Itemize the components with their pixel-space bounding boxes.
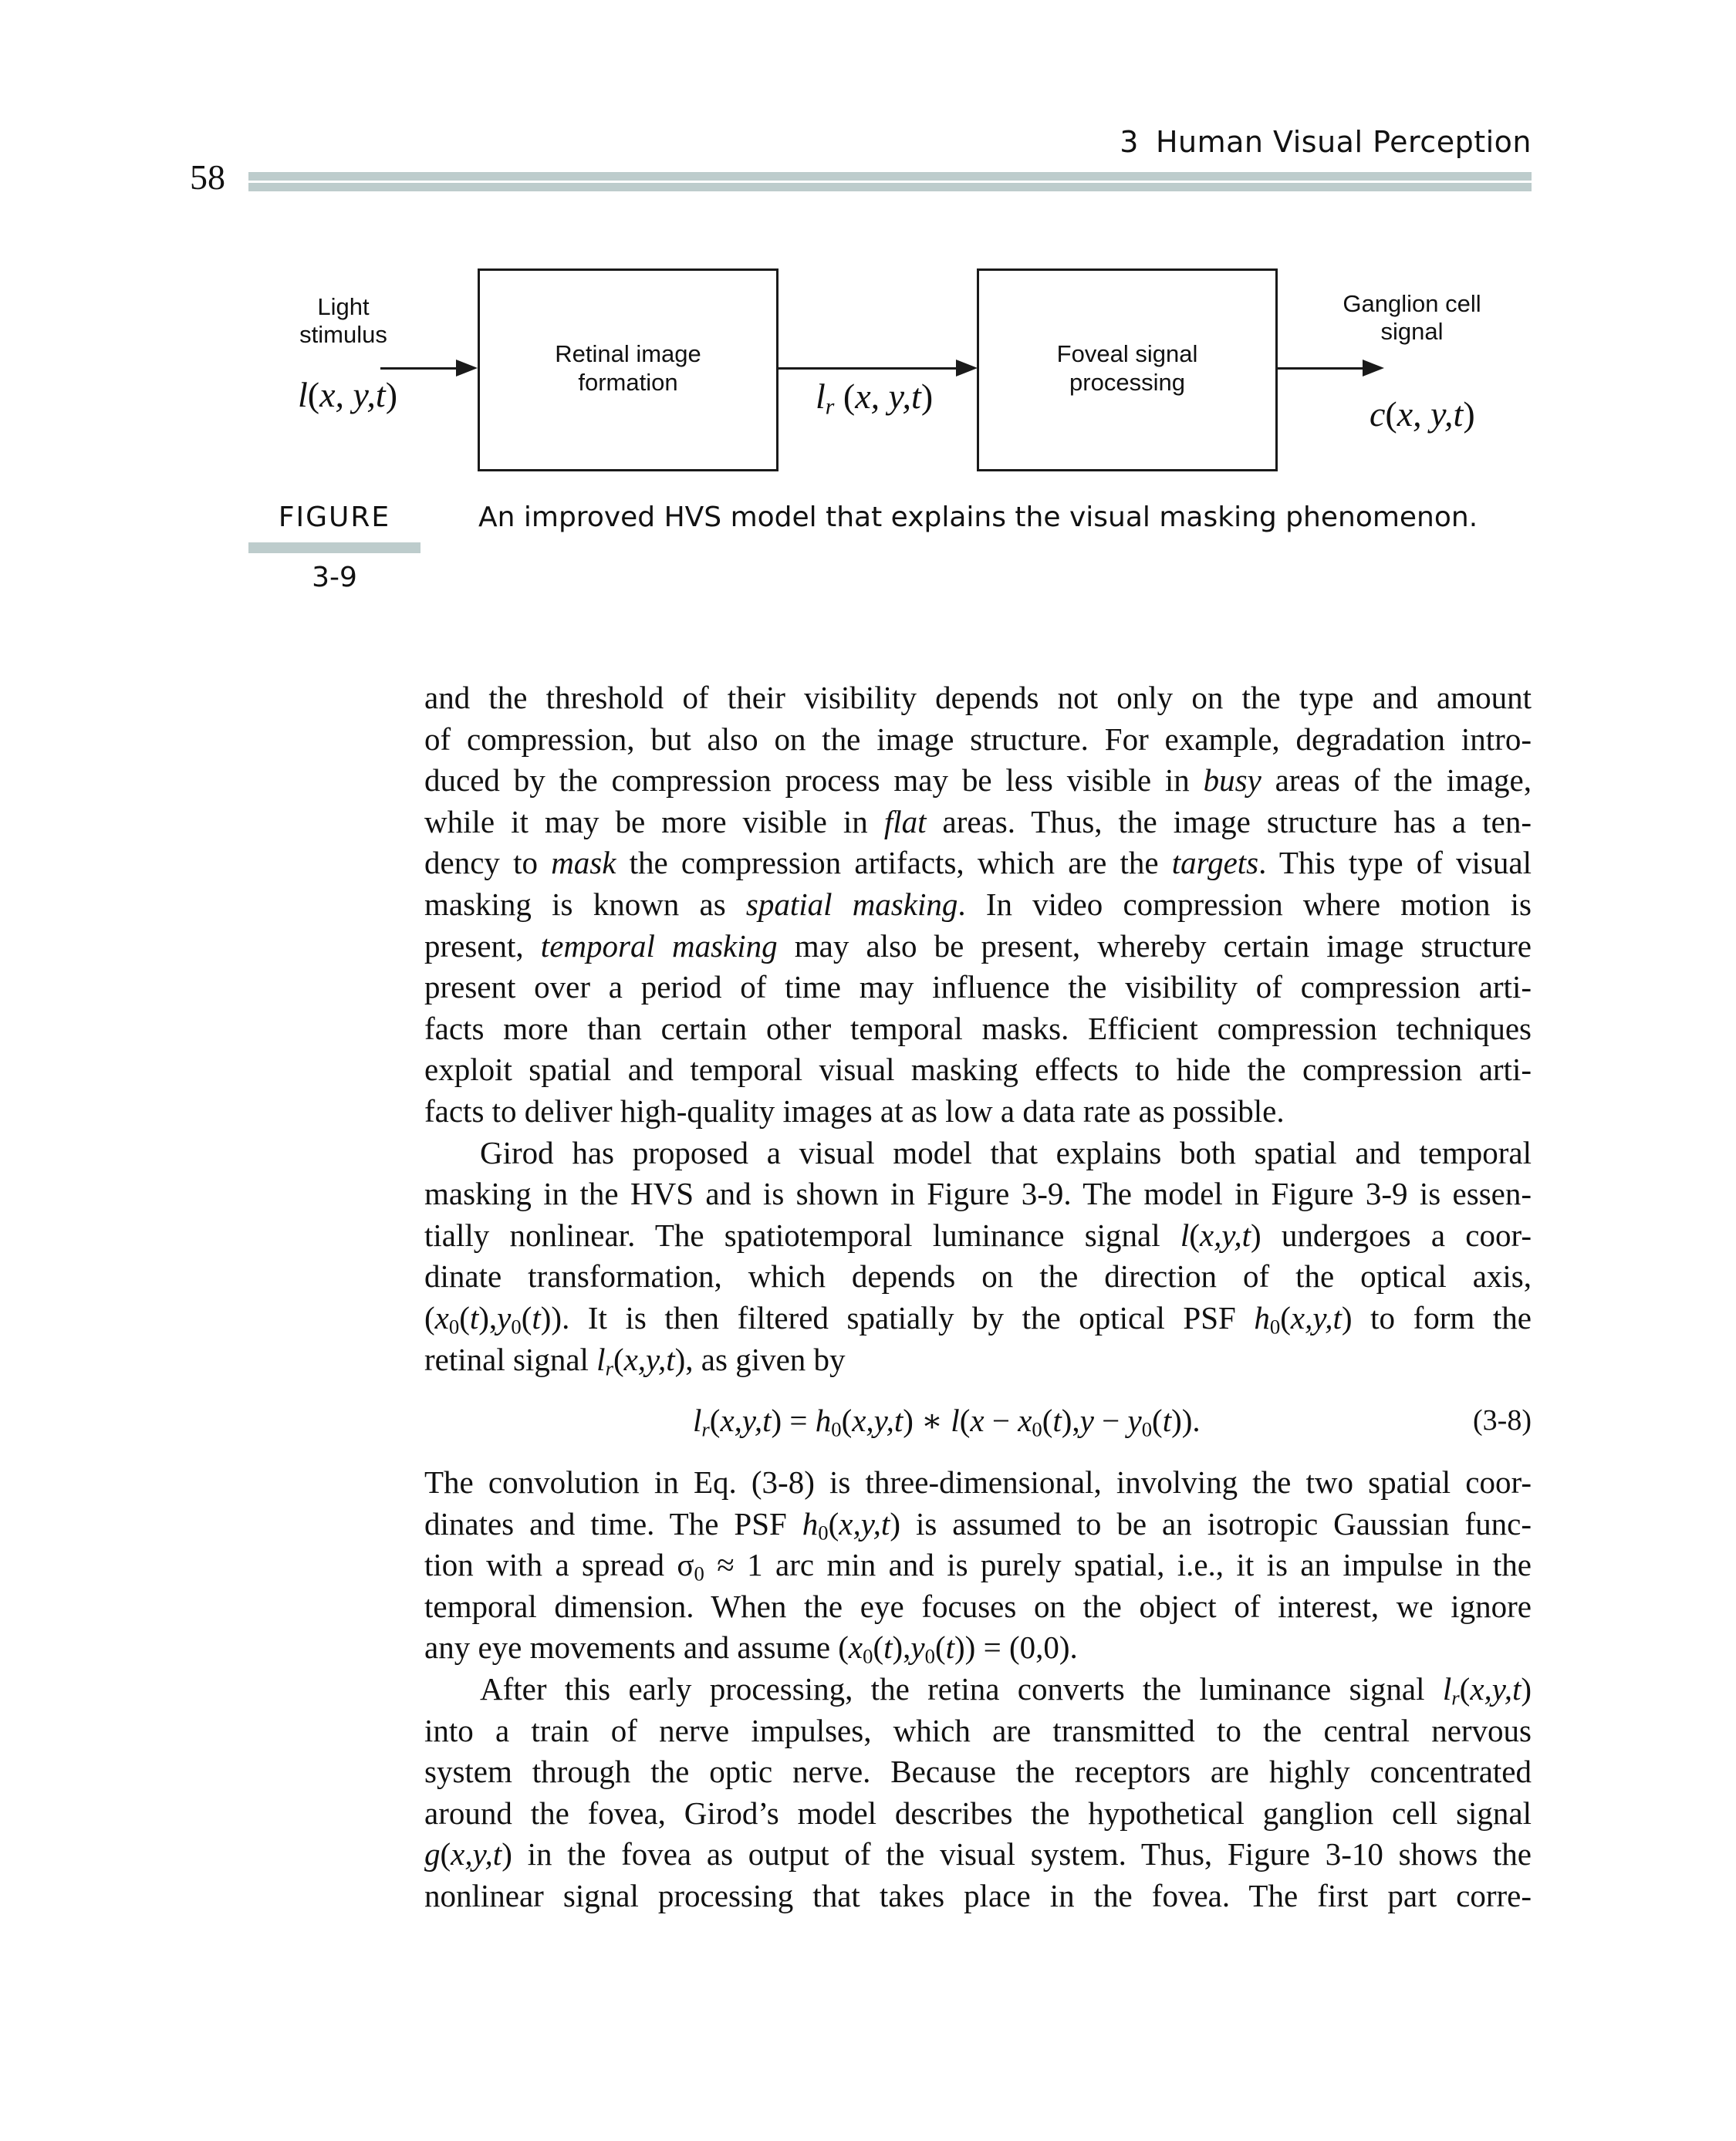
block2-line2: processing xyxy=(1069,369,1185,396)
text-line: g(x,y,t) in the fovea as output of the visual system. Thus, Figure 3-10 shows the xyxy=(424,1836,1532,1873)
text-line: temporal dimension. When the eye focuses on the object of interest, we ignore xyxy=(424,1588,1532,1624)
intermediate-signal-formula: $l_r$ (x, y,t) xyxy=(816,377,934,420)
text-line: Girod has proposed a visual model that explains both spatial and temporal xyxy=(480,1134,1532,1170)
text-line: present over a period of time may influence the visibility of compression arti- xyxy=(424,969,1532,1005)
equation-number: (3-8) xyxy=(1473,1404,1532,1437)
input-signal-formula: l(x, y,t) xyxy=(298,375,398,414)
header-rule-top xyxy=(248,172,1532,181)
foveal-signal-processing-label xyxy=(977,339,1278,397)
text-line: nonlinear signal processing that takes place in the fovea. The first part corre- xyxy=(424,1878,1532,1914)
paragraph-3 xyxy=(424,1462,1532,1669)
output-label-line1: Ganglion cell xyxy=(1343,290,1481,317)
arrow-right-icon xyxy=(1363,360,1384,377)
text-line: present, temporal masking may also be present, whereby certain image structure xyxy=(424,927,1532,964)
equation-body: $l_r(x,y,t) = h_0(x,y,t)$ ∗ $l(x - x_0(t),y - y_0(t))$. xyxy=(693,1403,1201,1441)
figure-caption: An improved HVS model that explains the visual masking phenomenon. xyxy=(478,501,1478,533)
paragraph-1 xyxy=(424,677,1532,1133)
body-text xyxy=(424,677,1532,1917)
output-label xyxy=(1323,290,1501,346)
figure-label-bar xyxy=(248,542,420,553)
output-signal-formula: c(x, y,t) xyxy=(1370,394,1475,434)
block2-line1: Foveal signal xyxy=(1056,340,1198,367)
text-line: masking is known as spatial masking. In video compression where motion is xyxy=(424,886,1532,922)
text-line: dency to mask the compression artifacts, which are the targets. This type of visual xyxy=(424,845,1532,881)
text-line: $(x_0(t),y_0(t))$. It is then filtered spatially by the optical PSF $h_0(x,y,t)$ to form the xyxy=(424,1299,1532,1339)
arrow-intermediate-line xyxy=(778,367,958,370)
output-label-line2: signal xyxy=(1380,318,1444,345)
chapter-title: Human Visual Perception xyxy=(1155,125,1532,159)
text-line: into a train of nerve impulses, which are transmitted to the central nervous xyxy=(424,1712,1532,1748)
paragraph-2 xyxy=(424,1133,1532,1381)
text-line: After this early processing, the retina converts the luminance signal $l_r(x,y,t)$ xyxy=(480,1671,1532,1710)
text-line: The convolution in Eq. (3-8) is three-dimensional, involving the two spatial coor- xyxy=(424,1464,1532,1501)
paragraph-4 xyxy=(424,1669,1532,1917)
text-line: around the fovea, Girod’s model describes the hypothetical ganglion cell signal xyxy=(424,1795,1532,1831)
arrow-right-icon xyxy=(956,360,978,377)
text-line: system through the optic nerve. Because the receptors are highly concentrated xyxy=(424,1754,1532,1790)
text-line: tially nonlinear. The spatiotemporal luminance signal l(x,y,t) undergoes a coor- xyxy=(424,1217,1532,1253)
arrow-input-line xyxy=(380,367,458,370)
chapter-number: 3 xyxy=(1120,125,1139,159)
text-line: tion with a spread $\sigma_0 \approx 1$ arc min and is purely spatial, i.e., it is an impulse in the xyxy=(424,1547,1532,1585)
page-number: 58 xyxy=(190,157,225,197)
input-label-line1: Light xyxy=(317,293,370,320)
text-line: of compression, but also on the image structure. For example, degradation intro- xyxy=(424,721,1532,757)
text-line: dinates and time. The PSF $h_0(x,y,t)$ is assumed to be an isotropic Gaussian func- xyxy=(424,1505,1532,1545)
retinal-image-formation-label xyxy=(478,339,778,397)
text-line: dinate transformation, which depends on the direction of the optical axis, xyxy=(424,1258,1532,1295)
equation-3-8 xyxy=(424,1391,1532,1451)
arrow-right-icon xyxy=(456,360,478,377)
text-line: duced by the compression process may be less visible in busy areas of the image, xyxy=(424,762,1532,799)
figure-label: FIGURE xyxy=(278,501,391,533)
block1-line1: Retinal image xyxy=(555,340,701,367)
header-rule-bottom xyxy=(248,183,1532,191)
figure-number: 3-9 xyxy=(312,562,357,593)
input-label xyxy=(285,293,401,349)
arrow-output-line xyxy=(1278,367,1364,370)
text-line: any eye movements and assume $(x_0(t),y_0(t)) = (0,0)$. xyxy=(424,1629,1078,1669)
text-line: and the threshold of their visibility depends not only on the type and amount xyxy=(424,680,1532,715)
text-line: while it may be more visible in flat areas. Thus, the image structure has a ten- xyxy=(424,803,1532,839)
text-line: facts more than certain other temporal masks. Efficient compression techniques xyxy=(424,1010,1532,1046)
running-head xyxy=(1120,125,1532,159)
block1-line2: formation xyxy=(578,369,678,396)
text-line: exploit spatial and temporal visual masking effects to hide the compression arti- xyxy=(424,1052,1532,1088)
text-line: retinal signal $l_r(x,y,t)$, as given by xyxy=(424,1341,846,1380)
text-line: masking in the HVS and is shown in Figure 3-9. The model in Figure 3-9 is essen- xyxy=(424,1176,1532,1212)
input-label-line2: stimulus xyxy=(299,321,387,348)
text-line: facts to deliver high-quality images at as low a data rate as possible. xyxy=(424,1092,1285,1129)
